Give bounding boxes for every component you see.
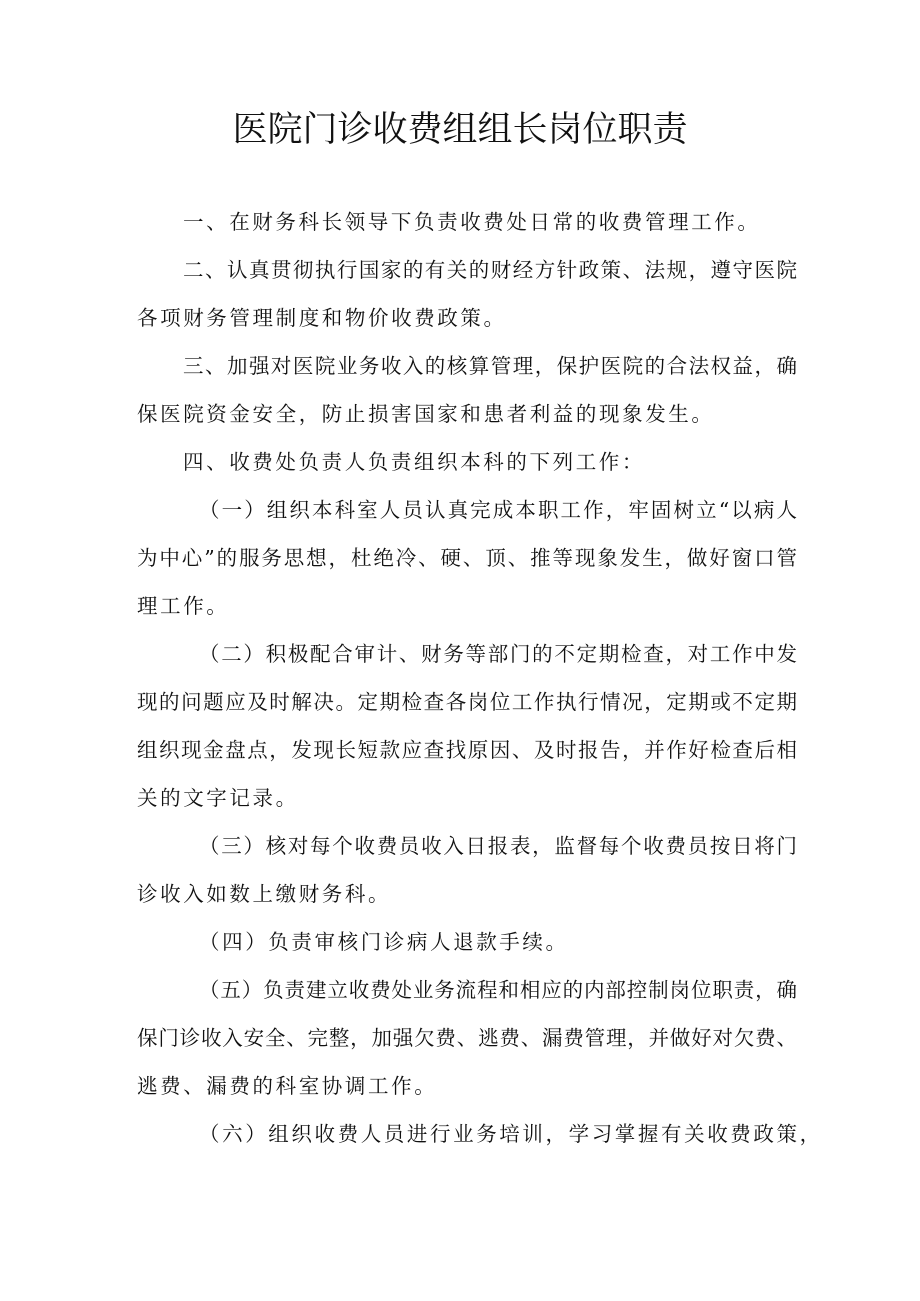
paragraph-line: 组织现金盘点，发现长短款应查找原因、及时报告，并作好检查后相 [137, 738, 797, 762]
paragraph-line: （三）核对每个收费员收入日报表，监督每个收费员按日将门 [199, 834, 797, 858]
paragraph-line: 一、在财务科长领导下负责收费处日常的收费管理工作。 [183, 210, 761, 234]
paragraph-line: 三、加强对医院业务收入的核算管理，保护医院的合法权益，确 [183, 354, 797, 378]
paragraph-line: （一）组织本科室人员认真完成本职工作，牢固树立“以病人 [199, 498, 797, 522]
paragraph-line: 为中心”的服务思想，杜绝冷、硬、顶、推等现象发生，做好窗口管 [137, 546, 797, 570]
document-body [137, 198, 823, 1158]
paragraph-line: （二）积极配合审计、财务等部门的不定期检查，对工作中发 [199, 642, 797, 666]
paragraph-line: （六）组织收费人员进行业务培训，学习掌握有关收费政策， [199, 1122, 823, 1146]
paragraph-line: 保医院资金安全，防止损害国家和患者利益的现象发生。 [137, 402, 715, 426]
paragraph-line: （五）负责建立收费处业务流程和相应的内部控制岗位职责，确 [199, 978, 797, 1002]
paragraph-line: 关的文字记录。 [137, 786, 299, 810]
paragraph-line: 现的问题应及时解决。定期检查各岗位工作执行情况，定期或不定期 [137, 690, 797, 714]
paragraph-line: 诊收入如数上缴财务科。 [137, 882, 392, 906]
paragraph-line: （四）负责审核门诊病人退款手续。 [199, 930, 569, 954]
paragraph-line: 保门诊收入安全、完整，加强欠费、逃费、漏费管理，并做好对欠费、 [137, 1026, 797, 1050]
paragraph-line: 各项财务管理制度和物价收费政策。 [137, 306, 507, 330]
paragraph-line: 理工作。 [137, 594, 230, 618]
paragraph-line: 逃费、漏费的科室协调工作。 [137, 1074, 438, 1098]
paragraph-line: 四、收费处负责人负责组织本科的下列工作： [183, 450, 645, 474]
document-title: 医院门诊收费组组长岗位职责 [232, 110, 688, 150]
paragraph-line: 二、认真贯彻执行国家的有关的财经方针政策、法规，遵守医院 [183, 258, 797, 282]
